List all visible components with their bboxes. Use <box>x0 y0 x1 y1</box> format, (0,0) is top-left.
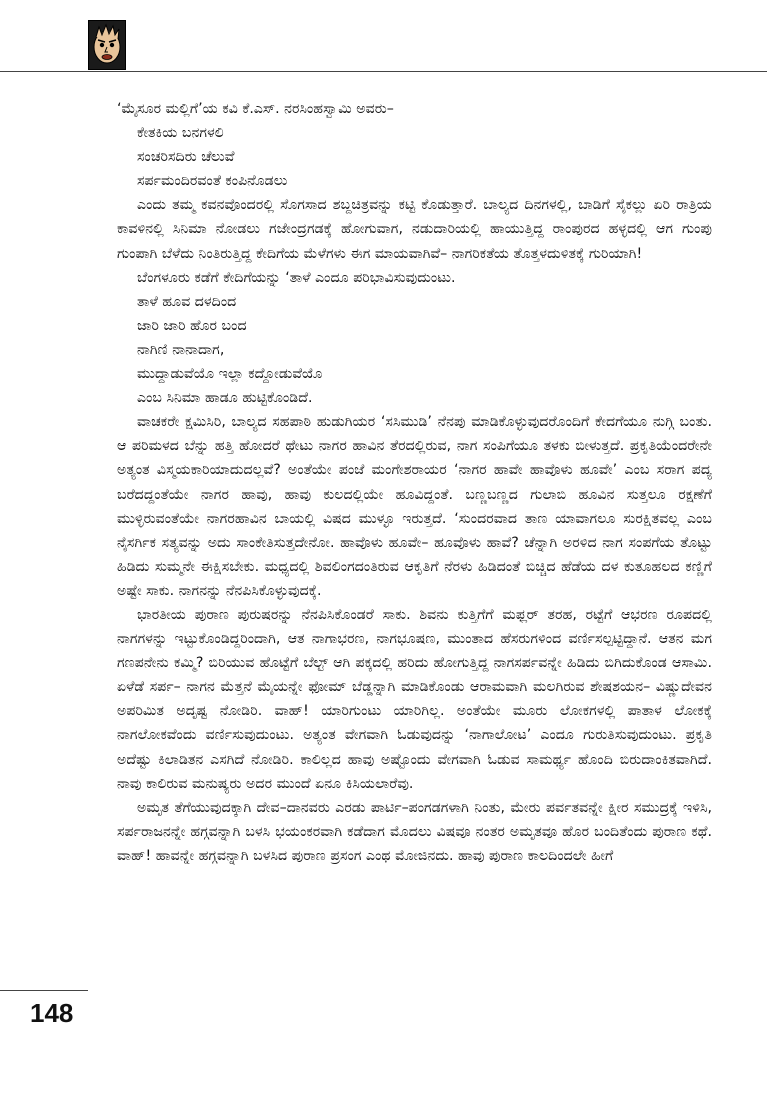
paragraph: ಅಮೃತ ತೆಗೆಯುವುದಕ್ಕಾಗಿ ದೇವ–ದಾನವರು ಎರಡು ಪಾರ್ಟಿ–ಪಂಗಡಗಳಾಗಿ ನಿಂತು, ಮೇರು ಪರ್ವತವನ್ನೇ ಕ್ಷೀರ ಸಮುದ್ರಕ್ಕೆ ಇಳಿಸಿ, ಸರ್ಪರಾಜನನ್ನೇ ಹಗ್ಗವನ್ನಾಗಿ ಬಳಸಿ ಭಯಂಕರವಾಗಿ ಕಡೆದಾಗ ಮೊದಲು ವಿಷವೂ ನಂತರ ಅಮೃತವೂ ಹೊರ ಬಂದಿತೆಂದು ಪುರಾಣ ಕಥೆ. ವಾಹ್! ಹಾವನ್ನೇ ಹಗ್ಗವನ್ನಾಗಿ ಬಳಸಿದ ಪುರಾಣ ಪ್ರಸಂಗ ಎಂಥ ಮೋಜಿನದು. ಹಾವು ಪುರಾಣ ಕಾಲದಿಂದಲೇ ಹೀಗೆ <box>117 799 712 864</box>
paragraph: ಎಂದು ತಮ್ಮ ಕವನವೊಂದರಲ್ಲಿ ಸೊಗಸಾದ ಶಬ್ದಚಿತ್ರವನ್ನು ಕಟ್ಟಿ ಕೊಡುತ್ತಾರೆ. ಬಾಲ್ಯದ ದಿನಗಳಲ್ಲಿ, ಬಾಡಿಗೆ ಸೈಕಲ್ಲು ಏರಿ ರಾತ್ರಿಯ ಕಾವಳಿನಲ್ಲಿ ಸಿನಿಮಾ ನೋಡಲು ಗಜೇಂದ್ರಗಡಕ್ಕೆ ಹೋಗುವಾಗ, ನಡುದಾರಿಯಲ್ಲಿ ಹಾಯುತ್ತಿದ್ದ ರಾಂಪುರದ ಹಳ್ಳದಲ್ಲಿ ಆಗ ಗುಂಪು ಗುಂಪಾಗಿ ಬೆಳೆದು ನಿಂತಿರುತ್ತಿದ್ದ ಕೇದಿಗೆಯ ಮೆಳೆಗಳು ಈಗ ಮಾಯವಾಗಿವೆ– ನಾಗರಿಕತೆಯ ತೊತ್ತಳದುಳಿತಕ್ಕೆ ಗುರಿಯಾಗಿ! <box>117 197 712 262</box>
page-number: 148 <box>30 998 74 1028</box>
verse-line: ಕೇತಕಿಯ ಬನಗಳಲಿ <box>137 125 224 142</box>
paragraph: ಎಂಬ ಸಿನಿಮಾ ಹಾಡೂ ಹುಟ್ಟಿಕೊಂಡಿದೆ. <box>137 390 313 407</box>
paragraph: ಭಾರತೀಯ ಪುರಾಣ ಪುರುಷರನ್ನು ನೆನಪಿಸಿಕೊಂಡರೆ ಸಾಕು. ಶಿವನು ಕುತ್ತಿಗೆಗೆ ಮಫ್ಲರ್ ತರಹ, ರಟ್ಟೆಗೆ ಆಭರಣ ರೂಪದಲ್ಲಿ ನಾಗಗಳನ್ನು ಇಟ್ಟುಕೊಂಡಿದ್ದರಿಂದಾಗಿ, ಆತ ನಾಗಾಭರಣ, ನಾಗಭೂಷಣ, ಮುಂತಾದ ಹೆಸರುಗಳಿಂದ ವರ್ಣಿಸಲ್ಪಟ್ಟಿದ್ದಾನೆ. ಆತನ ಮಗ ಗಣಪನೇನು ಕಮ್ಮಿ? ಬಿರಿಯುವ ಹೊಟ್ಟೆಗೆ ಬೆಲ್ಟ್ ಆಗಿ ಪಕ್ಕದಲ್ಲಿ ಹರಿದು ಹೋಗುತ್ತಿದ್ದ ನಾಗಸರ್ಪವನ್ನೇ ಹಿಡಿದು ಬಿಗಿದುಕೊಂಡ ಆಸಾಮಿ. ಏಳೆಡೆ ಸರ್ಪ– ನಾಗನ ಮೆತ್ತನೆ ಮೈಯನ್ನೇ ಫೋಮ್ ಬೆಡ್ಡನ್ನಾಗಿ ಮಾಡಿಕೊಂಡು ಆರಾಮವಾಗಿ ಮಲಗಿರುವ ಶೇಷಶಯನ– ವಿಷ್ಣುದೇವನ ಅಪರಿಮಿತ ಅದೃಷ್ಟ ನೋಡಿರಿ. ವಾಹ್! ಯಾರಿಗುಂಟು ಯಾರಿಗಿಲ್ಲ. ಅಂತೆಯೇ ಮೂರು ಲೋಕಗಳಲ್ಲಿ ಪಾತಾಳ ಲೋಕಕ್ಕೆ ನಾಗಲೋಕವೆಂದು ವರ್ಣಿಸುವುದುಂಟು. ಅತ್ಯಂತ ವೇಗವಾಗಿ ಓಡುವುದನ್ನು ‘ನಾಗಾಲೋಟ’ ಎಂದೂ ಗುರುತಿಸುವುದುಂಟು. ಪ್ರಕೃತಿ ಅದೆಷ್ಟು ಕಿಲಾಡಿತನ ಎಸಗಿದೆ ನೋಡಿರಿ. ಕಾಲಿಲ್ಲದ ಹಾವು ಅಷ್ಟೊಂದು ವೇಗವಾಗಿ ಓಡುವ ಸಾಮರ್ಥ್ಯ ಹೊಂದಿ ಬಿರುದಾಂಕಿತವಾಗಿದೆ. ನಾವು ಕಾಲಿರುವ ಮನುಷ್ಯರು ಅದರ ಮುಂದೆ ಏನೂ ಕಿಸಿಯಲಾರೆವು. <box>117 606 712 792</box>
verse-line: ನಾಗಿಣಿ ನಾನಾದಾಗ, <box>137 341 225 358</box>
header-rule <box>0 71 767 72</box>
paragraph: ವಾಚಕರೇ ಕ್ಷಮಿಸಿರಿ, ಬಾಲ್ಯದ ಸಹಪಾಠಿ ಹುಡುಗಿಯರ ‘ಸಸಿಮುಡಿ’ ನೆನಪು ಮಾಡಿಕೊಳ್ಳುವುದರೊಂದಿಗೆ ಕೇದಗೆಯೂ ನುಗ್ಗಿ ಬಂತು. ಆ ಪರಿಮಳದ ಬೆನ್ನು ಹತ್ತಿ ಹೋದರೆ ಥೇಟು ನಾಗರ ಹಾವಿನ ತೆರದಲ್ಲಿರುವ, ನಾಗ ಸಂಪಿಗೆಯೂ ತಳಕು ಬೀಳುತ್ತದೆ. ಪ್ರಕೃತಿಯೆಂದರೇನೇ ಅತ್ಯಂತ ವಿಸ್ಮಯಕಾರಿಯಾದುದಲ್ಲವೆ? ಅಂತೆಯೇ ಪಂಜೆ ಮಂಗೇಶರಾಯರ ‘ನಾಗರ ಹಾವೇ ಹಾವೊಳು ಹೂವೇ’ ಎಂಬ ಸರಾಗ ಪದ್ಯ ಬರೆದದ್ದಂತೆಯೇ ನಾಗರ ಹಾವು, ಹಾವು ಕುಲದಲ್ಲಿಯೇ ಹೂವಿದ್ದಂತೆ. ಬಣ್ಣಬಣ್ಣದ ಗುಲಾಬಿ ಹೂವಿನ ಸುತ್ತಲೂ ರಕ್ಷಣೆಗೆ ಮುಳ್ಳಿರುವಂತೆಯೇ ನಾಗರಹಾವಿನ ಬಾಯಲ್ಲಿ ವಿಷದ ಮುಳ್ಳೂ ಇರುತ್ತದೆ. ‘ಸುಂದರವಾದ ತಾಣ ಯಾವಾಗಲೂ ಸುರಕ್ಷಿತವಲ್ಲ ಎಂಬ ನೈಸರ್ಗಿಕ ಸತ್ಯವನ್ನು ಅದು ಸಾಂಕೇತಿಸುತ್ತದೇನೋ. ಹಾವೊಳು ಹೂವೇ– ಹೂವೊಳು ಹಾವೆ? ಚೆನ್ನಾಗಿ ಅರಳಿದ ನಾಗ ಸಂಪಗೆಯ ತೊಟ್ಟು ಹಿಡಿದು ಸುಮ್ಮನೇ ಈಕ್ಷಿಸಬೇಕು. ಮಧ್ಯದಲ್ಲಿ ಶಿವಲಿಂಗದಂತಿರುವ ಆಕೃತಿಗೆ ನೆರಳು ಹಿಡಿದಂತೆ ಬಿಚ್ಚಿದ ಹೆಡೆಯ ದಳ ಕುತೂಹಲದ ಕಣ್ಣಿಗೆ ಅಷ್ಟೇ ಸಾಕು. ನಾಗನನ್ನು ನೆನಪಿಸಿಕೊಳ್ಳುವುದಕ್ಕೆ. <box>117 414 712 599</box>
cartoon-face-icon <box>88 20 126 70</box>
footer-rule <box>0 990 88 991</box>
article-body <box>117 97 712 868</box>
verse-block <box>117 290 712 386</box>
intro-line: ‘ಮೈಸೂರ ಮಲ್ಲಿಗೆ’ಯ ಕವಿ ಕೆ.ಎಸ್. ನರಸಿಂಹಸ್ವಾಮಿ ಅವರು– <box>117 101 394 117</box>
verse-line: ಸಂಚರಿಸದಿರು ಚೆಲುವೆ <box>137 149 235 166</box>
verse-line: ಮುದ್ದಾಡುವೆಯೊ ಇಲ್ಲಾ ಕದ್ದೋಡುವೆಯೊ <box>137 366 323 383</box>
verse-block <box>117 121 712 193</box>
verse-line: ತಾಳೆ ಹೂವ ದಳದಿಂದ <box>137 293 237 310</box>
verse-line: ಜಾರಿ ಜಾರಿ ಹೊರ ಬಂದ <box>137 317 247 334</box>
paragraph: ಬೆಂಗಳೂರು ಕಡೆಗೆ ಕೇದಿಗೆಯನ್ನು ‘ತಾಳೆ ಎಂದೂ ಪರಿಭಾವಿಸುವುದುಂಟು. <box>137 269 456 286</box>
verse-line: ಸರ್ಪಮಂದಿರವಂತೆ ಕಂಪಿನೊಡಲು <box>137 173 288 190</box>
